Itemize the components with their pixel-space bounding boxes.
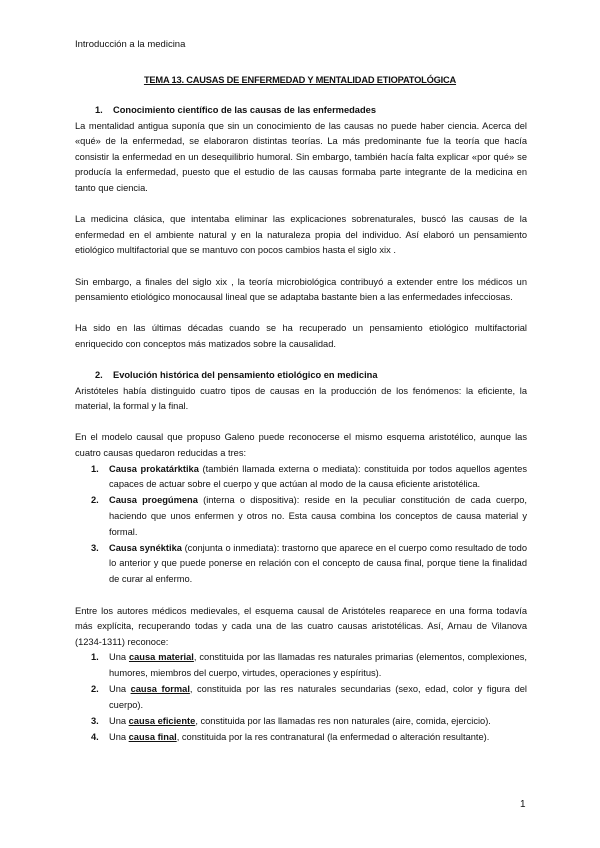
cause-term: causa formal (130, 683, 190, 694)
list-number: 1. (91, 652, 99, 663)
cause-text: , constituida por las llamadas res non naturales (aire, comida, ejercicio). (195, 715, 491, 726)
galeno-causes-list (75, 462, 527, 588)
cause-term: causa final (128, 731, 177, 742)
cause-prefix: Una (109, 731, 129, 742)
section-2-heading (95, 368, 527, 384)
section-1-paragraph-3: Sin embargo, a finales del siglo xix , la teoría microbiológica contribuyó a extender entre los médicos un pensamiento etiológico monocausal lineal que se adaptaba bastante bien a las enfermedades infecciosas. (75, 276, 527, 303)
list-item (91, 714, 527, 730)
list-number: 1. (91, 463, 99, 474)
cause-prefix: Una (109, 652, 129, 663)
cause-prefix: Una (109, 683, 131, 694)
cause-term: Causa synéktika (109, 542, 182, 553)
section-1-paragraph-1: La mentalidad antigua suponía que sin un conocimiento de las causas no puede haber ciencia. Acerca del «qué» de la enfermedad, se elaboraron distintas teorías. La más predominante fue la teoría que hacía consistir la enfermedad en un desequilibrio humoral. Sin embargo, también hacía falta explicar «por qué» se producía la enfermedad, puesto que el estudio de las causas formaba parte integrante de la medicina en tanto que ciencia. (75, 120, 527, 193)
list-number: 2. (91, 495, 99, 506)
cause-term: causa eficiente (128, 715, 196, 726)
list-number: 4. (91, 731, 99, 742)
cause-text: , constituida por las llamadas res naturales primarias (elementos, complexiones, humores, miembros del cuerpo, virtudes, operaciones y espíritus). (109, 652, 527, 678)
list-item (91, 462, 527, 493)
cause-term: causa material (128, 652, 194, 663)
list-item (91, 541, 527, 588)
list-item (91, 650, 527, 681)
arnau-causes-list (75, 650, 527, 745)
section-1-heading (95, 103, 527, 119)
page-number: 1 (520, 799, 526, 810)
cause-text: , constituida por la res contranatural (la enfermedad o alteración resultante). (176, 731, 490, 742)
list-number: 2. (91, 683, 99, 694)
list-item (91, 682, 527, 713)
section-1-paragraph-4: Ha sido en las últimas décadas cuando se ha recuperado un pensamiento etiológico multifactorial enriquecido con conceptos más matizados sobre la causalidad. (75, 323, 527, 349)
document-body (75, 103, 527, 746)
cause-text: , constituida por las res naturales secundarias (sexo, edad, color y figura del cuerpo). (109, 683, 527, 710)
cause-term: Causa proegúmena (109, 495, 198, 506)
list-item (91, 730, 527, 746)
list-item (91, 493, 527, 540)
section-2-paragraph-3: Entre los autores médicos medievales, el esquema causal de Aristóteles reaparece en una forma todavía más explícita, recuperando todas y cada una de las cuatro causas aristotélicas. Así, Arnau de Vilanova (1234-1311) reconoce: (75, 605, 527, 647)
cause-prefix: Una (109, 715, 129, 726)
section-1-title: Conocimiento científico de las causas de las enfermedades (113, 105, 376, 115)
section-2-number: 2. (95, 370, 103, 381)
section-1-number: 1. (95, 105, 103, 115)
cause-text: (interna o dispositiva): reside en la peculiar constitución de cada cuerpo, haciendo que unos enfermen y otros no. Esta causa combina los conceptos de causa material y formal. (109, 495, 527, 537)
page-header: Introducción a la medicina (75, 39, 186, 50)
section-2-paragraph-1: Aristóteles había distinguido cuatro tipos de causas en la producción de los fenómenos: la eficiente, la material, la formal y la final. (75, 385, 527, 412)
section-2-paragraph-2: En el modelo causal que propuso Galeno puede reconocerse el mismo esquema aristotélico, aunque las cuatro causas quedaron reducidas a tres: (75, 432, 527, 459)
list-number: 3. (91, 715, 99, 726)
cause-text: (conjunta o inmediata): trastorno que aparece en el cuerpo como resultado de todo lo anterior y que puede ponerse en relación con el concepto de causa final, porque tiene la finalidad de curar al enfermo. (109, 542, 527, 584)
list-number: 3. (91, 542, 99, 553)
cause-term: Causa prokatárktika (109, 463, 199, 474)
page-title: TEMA 13. CAUSAS DE ENFERMEDAD Y MENTALIDAD ETIOPATOLÓGICA (143, 75, 457, 85)
section-2-title: Evolución histórica del pensamiento etiológico en medicina (113, 370, 378, 381)
cause-text: (también llamada externa o mediata): constituida por todos aquellos agentes capaces de actuar sobre el cuerpo y que actúan al modo de la causa eficiente aristotélica. (109, 463, 527, 490)
section-1-paragraph-2: La medicina clásica, que intentaba eliminar las explicaciones sobrenaturales, buscó las causas de la enfermedad en el ambiente natural y en la naturaleza propia del individuo. Así elaboró un pensamiento etiológico multifactorial que se mantuvo con pocos cambios hasta el siglo xix . (75, 214, 527, 256)
